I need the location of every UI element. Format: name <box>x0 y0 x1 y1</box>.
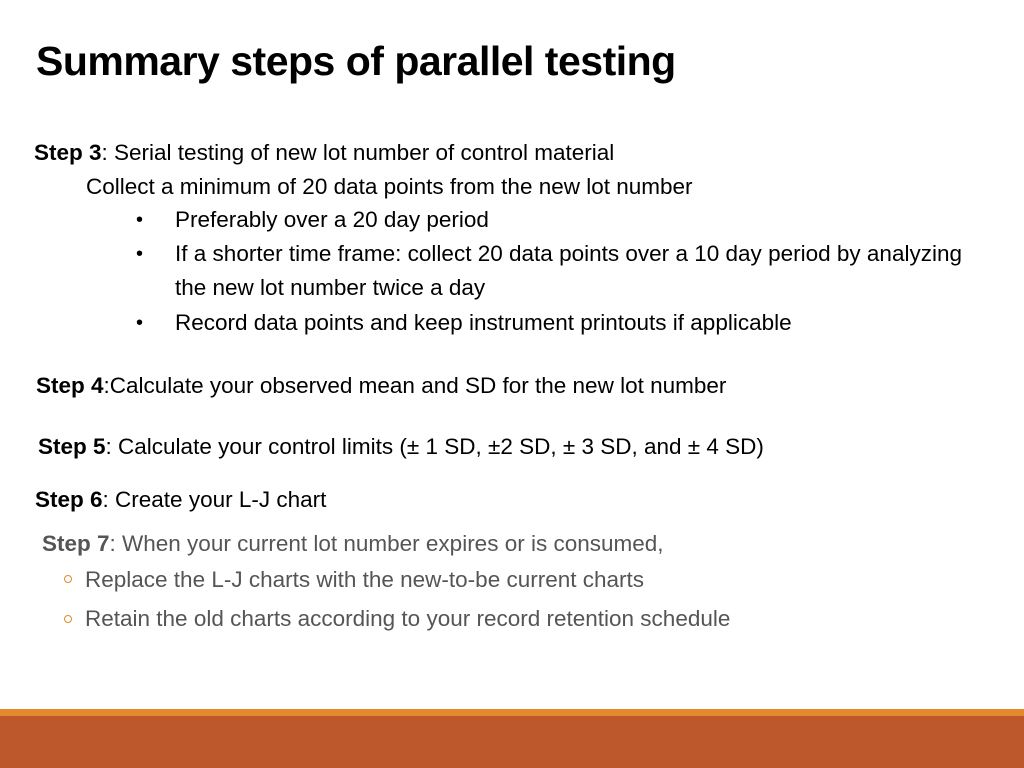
bullet-dot-icon: • <box>136 312 144 334</box>
ring-bullet-icon <box>64 615 72 623</box>
slide-title: Summary steps of parallel testing <box>36 38 676 84</box>
footer-bar <box>0 716 1024 768</box>
step6-label: Step 6 <box>35 487 103 512</box>
bullet-dot-icon: • <box>136 243 144 265</box>
step7-text: : When your current lot number expires or is consumed, <box>109 531 664 556</box>
step7-bullet-2: Retain the old charts according to your record retention schedule <box>85 606 731 631</box>
step3-bullet-3: Record data points and keep instrument printouts if applicable <box>175 310 792 335</box>
step6-line <box>35 486 326 514</box>
step3-sub: Collect a minimum of 20 data points from the new lot number <box>86 174 693 199</box>
step3-label: Step 3 <box>34 140 102 165</box>
footer-accent-stripe <box>0 709 1024 716</box>
step5-text: : Calculate your control limits (± 1 SD, ±2 SD, ± 3 SD, and ± 4 SD) <box>105 434 764 459</box>
step5-label: Step 5 <box>38 434 106 459</box>
step7-bullet-1: Replace the L-J charts with the new-to-be current charts <box>85 567 645 592</box>
bullet-dot-icon: • <box>136 209 144 231</box>
step4-text: :Calculate your observed mean and SD for the new lot number <box>103 373 727 398</box>
step3-bullet-1: Preferably over a 20 day period <box>175 207 489 232</box>
step7-label: Step 7 <box>42 531 110 556</box>
ring-bullet-icon <box>64 575 72 583</box>
step4-line <box>36 372 726 400</box>
step3-bullet-2: If a shorter time frame: collect 20 data points over a 10 day period by analyzing the new lot number twice a day <box>175 241 962 300</box>
step7-line <box>42 530 664 558</box>
step3-text: : Serial testing of new lot number of control material <box>101 140 615 165</box>
step4-label: Step 4 <box>36 373 104 398</box>
step6-text: : Create your L-J chart <box>102 487 327 512</box>
step3-line <box>34 139 614 167</box>
step5-line <box>38 433 764 461</box>
